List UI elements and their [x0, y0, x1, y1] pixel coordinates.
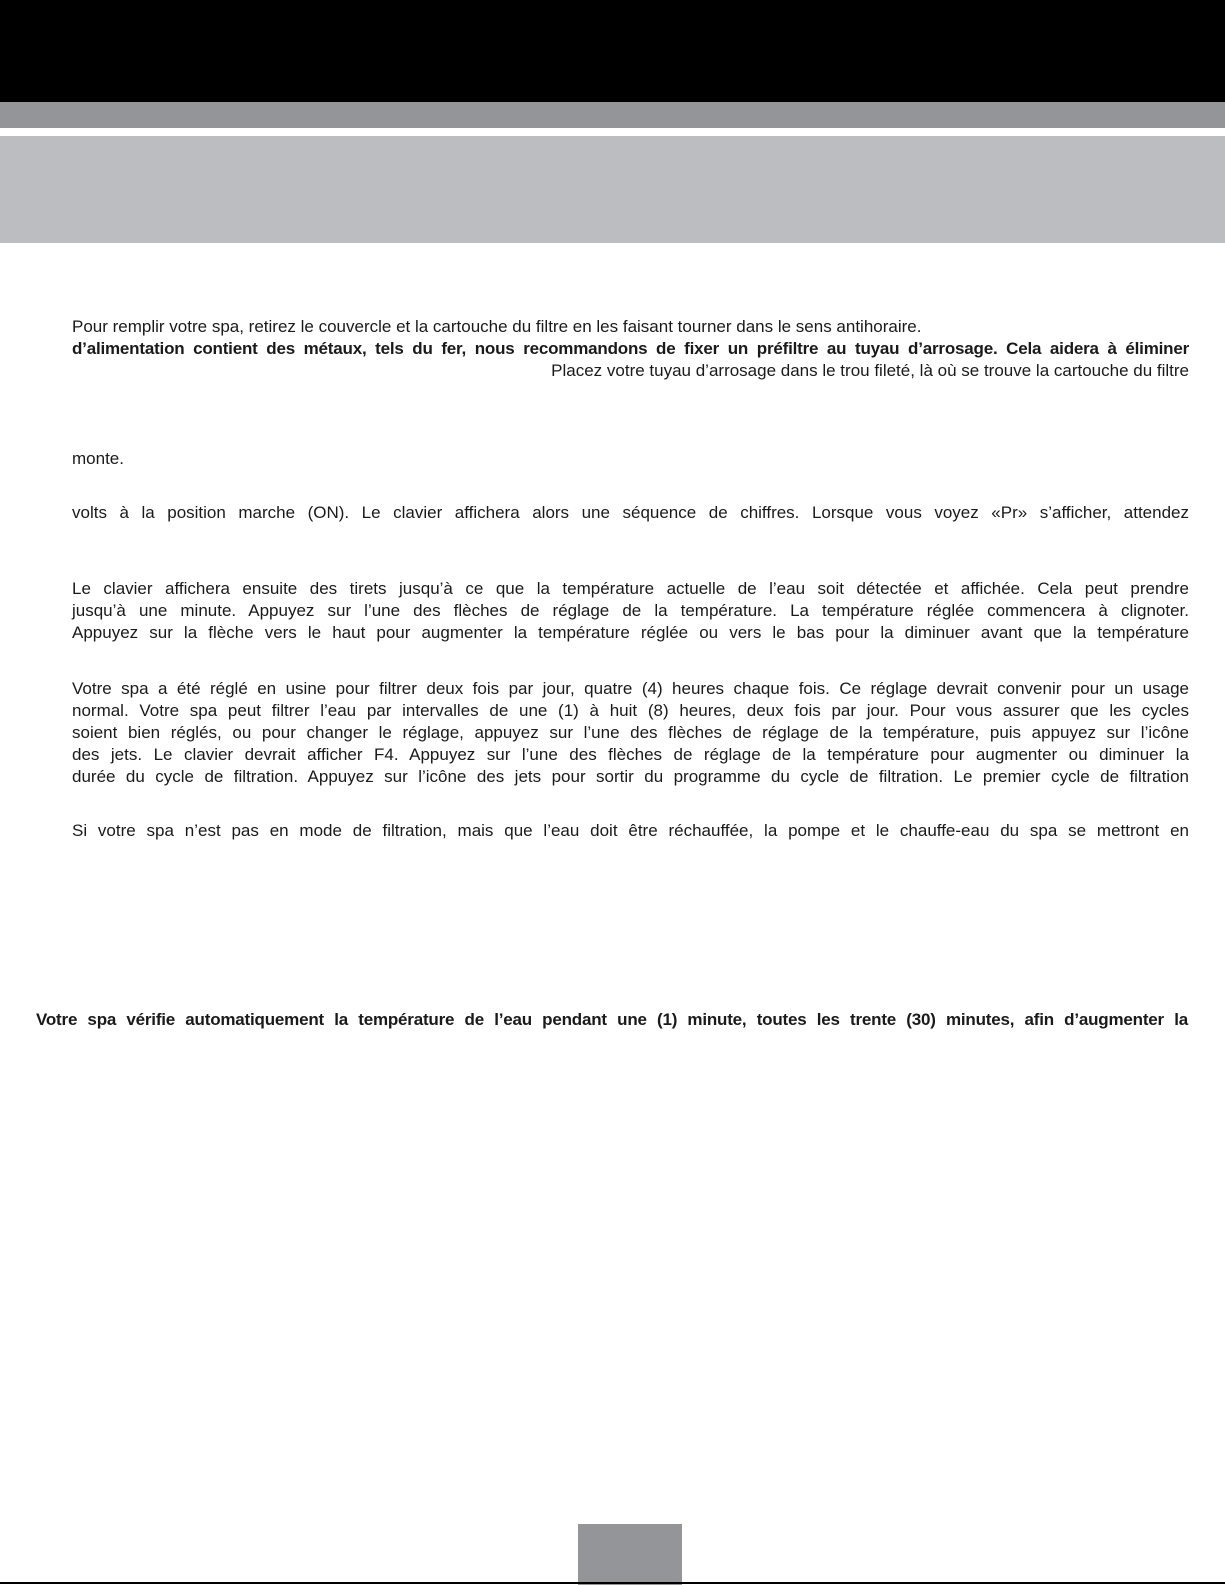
paragraph-line-fill: Pour remplir votre spa, retirez le couvercle et la cartouche du filtre en les faisant tourner dans le sens antihoraire.: [72, 317, 922, 336]
paragraph-line-filter-settings: soient bien réglés, ou pour changer le réglage, appuyez sur l’une des flèches de réglage de la température, puis appuyez sur l’icône: [72, 723, 1189, 742]
title-band: [0, 136, 1225, 243]
header-black-bar: [0, 0, 1225, 102]
page-number-tab: [578, 1524, 682, 1585]
header-gray-stripe: [0, 102, 1225, 128]
paragraph-line-monte: monte.: [72, 449, 124, 468]
paragraph-line-temperature-check: Votre spa vérifie automatiquement la température de l’eau pendant une (1) minute, toutes les trente (30) minutes, afin d’augmenter la: [36, 1010, 1188, 1029]
paragraph-line-filter-factory: Votre spa a été réglé en usine pour filtrer deux fois par jour, quatre (4) heures chaque fois. Ce réglage devrait convenir pour un usage: [72, 679, 1189, 698]
paragraph-line-heating: Si votre spa n’est pas en mode de filtration, mais que l’eau doit être réchauffée, la pompe et le chauffe-eau du spa se mettront en: [72, 821, 1189, 840]
paragraph-line-prefilter-warning: d’alimentation contient des métaux, tels du fer, nous recommandons de fixer un préfiltre au tuyau d’arrosage. Cela aidera à éliminer: [72, 339, 1189, 358]
footer-rule: [0, 1582, 1225, 1584]
paragraph-line-dashes: Le clavier affichera ensuite des tirets jusqu’à ce que la température actuelle de l’eau soit détectée et affichée. Cela peut prendre: [72, 579, 1189, 598]
paragraph-line-hose: Placez votre tuyau d’arrosage dans le trou fileté, là où se trouve la cartouche du filtre: [551, 361, 1189, 380]
paragraph-line-arrows: jusqu’à une minute. Appuyez sur l’une des flèches de réglage de la température. La température réglée commencera à clignoter.: [72, 601, 1189, 620]
paragraph-line-adjust: Appuyez sur la flèche vers le haut pour augmenter la température réglée ou vers le bas pour la diminuer avant que la température: [72, 623, 1189, 642]
paragraph-line-filter-interval: normal. Votre spa peut filtrer l’eau par intervalles de une (1) à huit (8) heures, deux fois par jour. Pour vous assurer que les cycles: [72, 701, 1189, 720]
paragraph-line-power-on: volts à la position marche (ON). Le clavier affichera alors une séquence de chiffres. Lorsque vous voyez «Pr» s’afficher, attendez: [72, 503, 1189, 522]
paragraph-line-filter-exit: durée du cycle de filtration. Appuyez sur l’icône des jets pour sortir du programme du cycle de filtration. Le premier cycle de filtration: [72, 767, 1189, 786]
paragraph-line-filter-f4: des jets. Le clavier devrait afficher F4. Appuyez sur l’une des flèches de réglage de la température pour augmenter ou diminuer la: [72, 745, 1189, 764]
